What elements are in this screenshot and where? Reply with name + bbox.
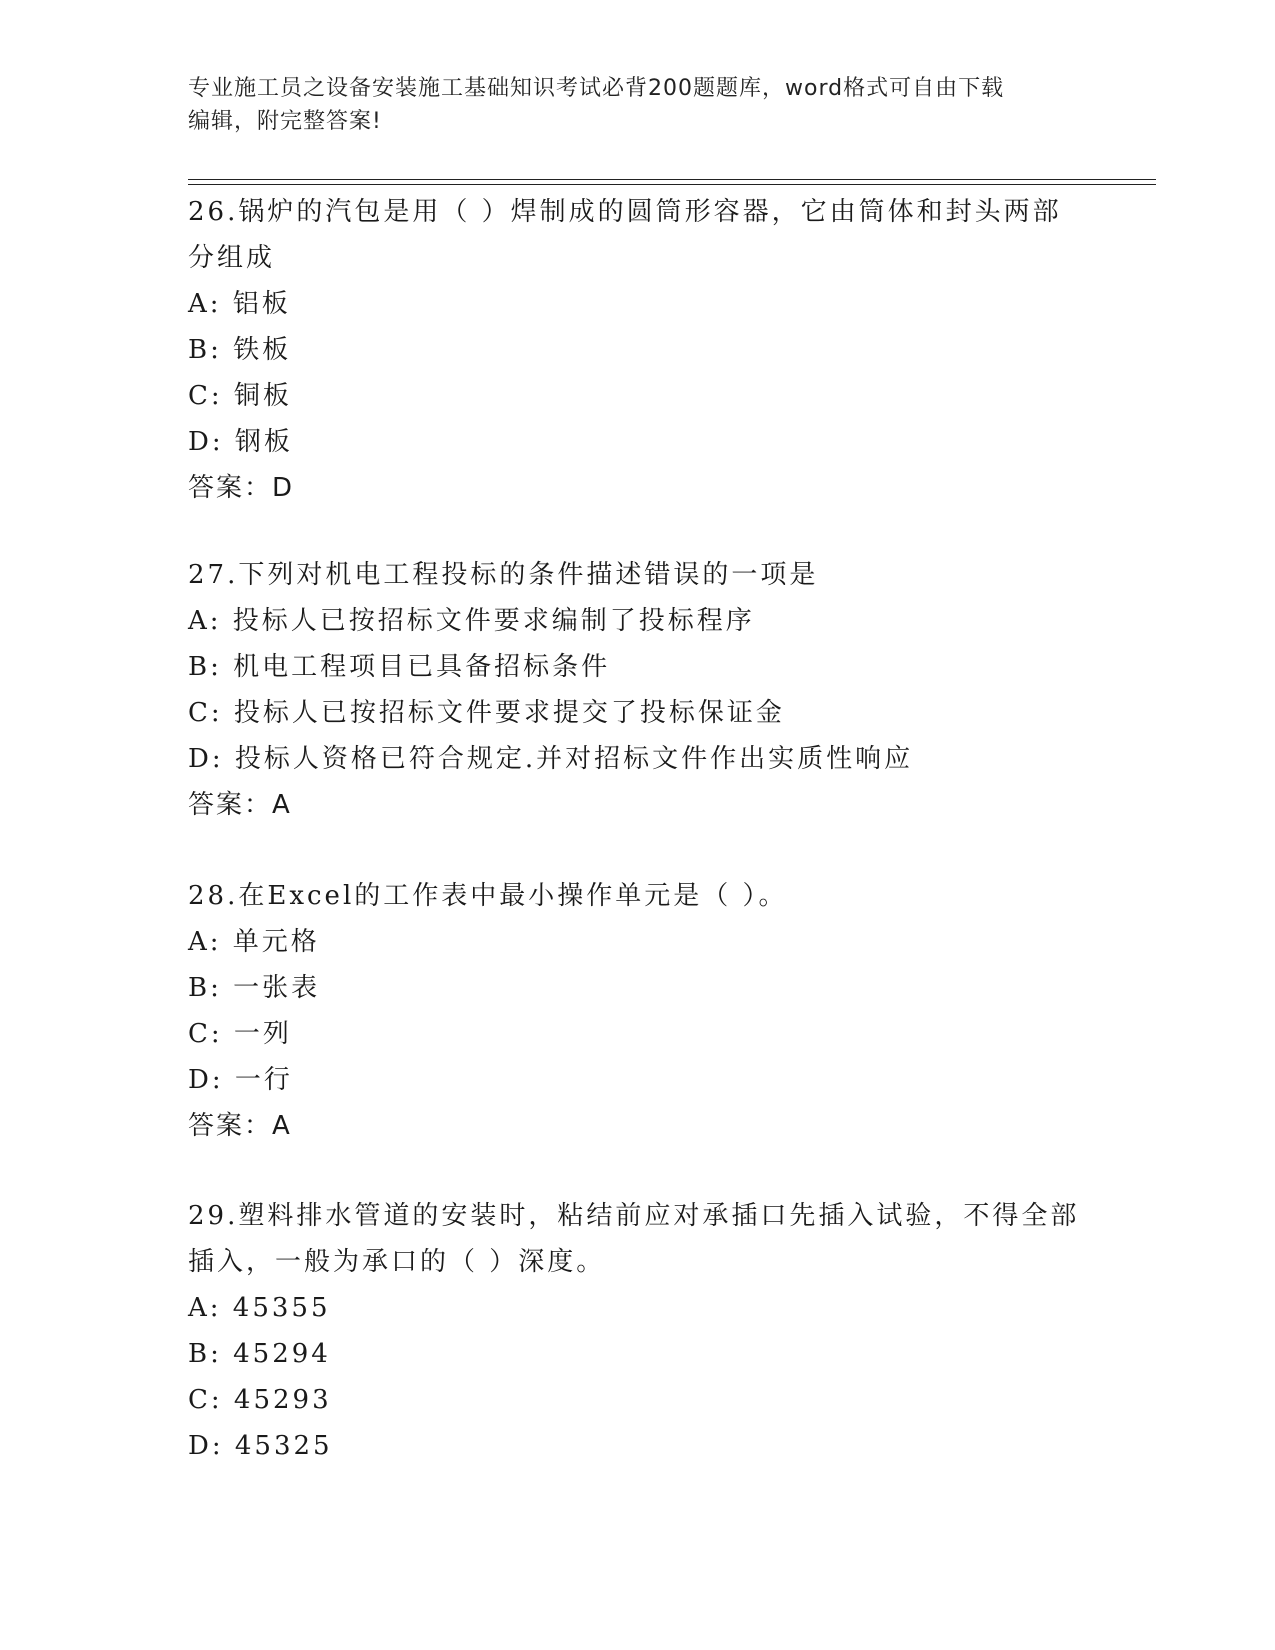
question-stem-line: 分组成 bbox=[188, 243, 276, 273]
option-d: D: 钢板 bbox=[188, 427, 293, 457]
answer: 答案：A bbox=[188, 1111, 292, 1141]
header-line-2: 编辑，附完整答案! bbox=[188, 109, 382, 134]
option-a: A: 单元格 bbox=[188, 927, 320, 957]
question-26 bbox=[188, 189, 1088, 511]
option-c: C: 铜板 bbox=[188, 381, 292, 411]
option-a: A: 45355 bbox=[188, 1293, 331, 1323]
option-c: C: 投标人已按招标文件要求提交了投标保证金 bbox=[188, 698, 785, 728]
question-stem-line: 插入，一般为承口的（ ）深度。 bbox=[188, 1247, 606, 1277]
header-divider-bottom bbox=[188, 184, 1156, 185]
option-c: C: 一列 bbox=[188, 1019, 292, 1049]
question-28 bbox=[188, 873, 1088, 1149]
option-b: B: 一张表 bbox=[188, 973, 321, 1003]
option-d: D: 一行 bbox=[188, 1065, 293, 1095]
document-header bbox=[188, 72, 1078, 138]
header-line-1: 专业施工员之设备安装施工基础知识考试必背200题题库，word格式可自由下载 bbox=[188, 76, 1005, 101]
option-b: B: 铁板 bbox=[188, 335, 292, 365]
question-stem-line: 26.锅炉的汽包是用（ ）焊制成的圆筒形容器，它由筒体和封头两部 bbox=[188, 197, 1062, 227]
option-a: A: 投标人已按招标文件要求编制了投标程序 bbox=[188, 606, 755, 636]
option-d: D: 投标人资格已符合规定.并对招标文件作出实质性响应 bbox=[188, 744, 914, 774]
question-stem-line: 29.塑料排水管道的安装时，粘结前应对承插口先插入试验，不得全部 bbox=[188, 1201, 1080, 1231]
header-divider-top bbox=[188, 179, 1156, 180]
question-27 bbox=[188, 552, 1088, 828]
option-d: D: 45325 bbox=[188, 1431, 333, 1461]
question-stem-line: 28.在Excel的工作表中最小操作单元是（ ）。 bbox=[188, 881, 788, 911]
question-29 bbox=[188, 1193, 1088, 1469]
option-b: B: 机电工程项目已具备招标条件 bbox=[188, 652, 611, 682]
option-b: B: 45294 bbox=[188, 1339, 331, 1369]
answer: 答案：D bbox=[188, 473, 295, 503]
answer: 答案：A bbox=[188, 790, 292, 820]
option-a: A: 铝板 bbox=[188, 289, 291, 319]
option-c: C: 45293 bbox=[188, 1385, 332, 1415]
question-stem-line: 27.下列对机电工程投标的条件描述错误的一项是 bbox=[188, 560, 819, 590]
